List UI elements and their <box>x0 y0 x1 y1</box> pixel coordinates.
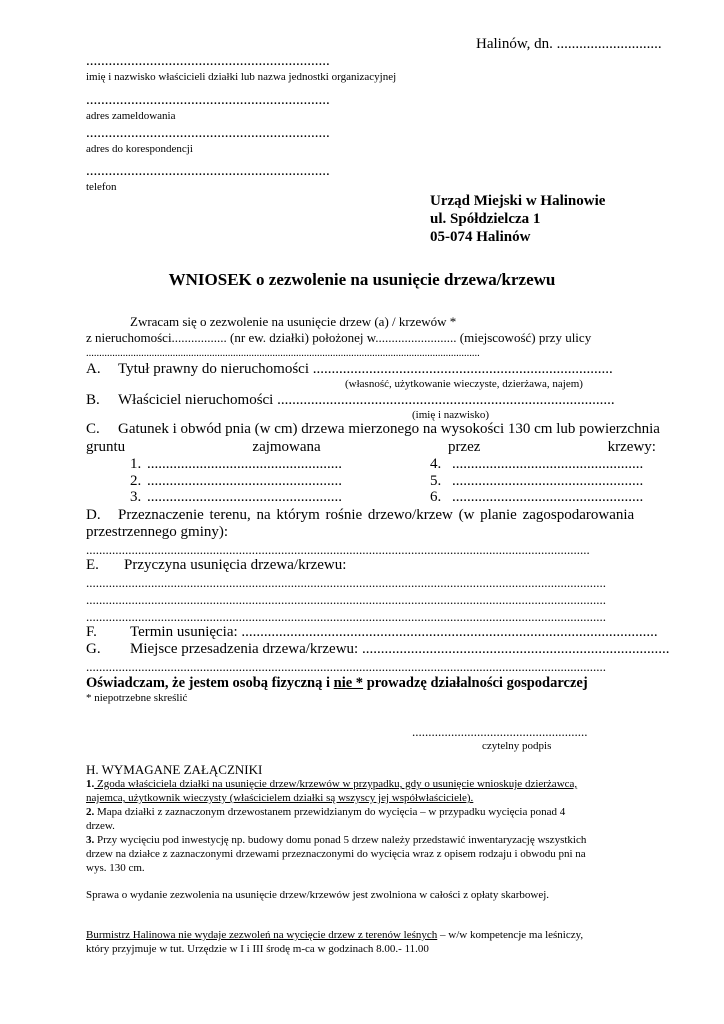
attachment-2-line1 <box>86 806 565 818</box>
declaration-part2: nie * <box>333 675 364 691</box>
section-d-field[interactable]: ........................................................................................................................................................... <box>86 542 590 557</box>
section-c-word-3: przez <box>447 439 481 455</box>
section-g-field[interactable]: Miejsce przesadzenia drzewa/krzewu: .................................................................................. <box>130 641 670 657</box>
place-date-field[interactable]: Halinów, dn. ............................ <box>476 36 662 52</box>
applicant-name-caption: imię i nazwisko właścicieli działki lub nazwa jednostki organizacyjnej <box>86 71 397 83</box>
section-e-field-1[interactable]: ................................................................................................................................................................ <box>86 575 606 590</box>
registered-address-line[interactable]: ................................................................. <box>86 92 330 108</box>
tree-row-6-field[interactable]: ................................................... <box>452 489 644 505</box>
attachment-2-text: Mapa działki z zaznaczonym drzewostanem przewidzianym do wycięcia – w przypadku wycięcia ponad 4 <box>94 806 566 818</box>
declaration-statement <box>86 675 588 692</box>
declaration-note: * niepotrzebne skreślić <box>86 692 188 704</box>
attachment-2-num: 2. <box>86 806 95 818</box>
section-d-line1: Przeznaczenie terenu, na którym rośnie drzewo/krzew (w planie zagospodarowania <box>118 507 635 523</box>
attachment-3-line3: wys. 130 cm. <box>86 862 145 874</box>
declaration-part3: prowadzę działalności gospodarczej <box>363 675 588 691</box>
attachment-1-text: Zgoda właściciela działki na usunięcie drzew/krzewów w przypadku, gdy o usunięcie wnioskuje dzierżawca, <box>94 778 578 790</box>
section-b-letter: B. <box>86 392 100 408</box>
tree-row-3-num: 3. <box>130 489 142 505</box>
document-title: WNIOSEK o zezwolenie na usunięcie drzewa/krzewu <box>168 270 556 289</box>
tree-row-2-num: 2. <box>130 473 142 489</box>
phone-line[interactable]: ................................................................. <box>86 163 330 179</box>
correspondence-address-line[interactable]: ................................................................. <box>86 125 330 141</box>
tree-row-2-field[interactable]: .................................................... <box>147 473 342 489</box>
recipient-line2: ul. Spółdzielcza 1 <box>430 211 541 227</box>
tree-row-5-num: 5. <box>430 473 442 489</box>
signature-caption: czytelny podpis <box>482 740 552 752</box>
tree-row-4-num: 4. <box>430 456 442 472</box>
tree-row-3-field[interactable]: .................................................... <box>147 489 342 505</box>
attachment-3-line2: drzew na działce z zaznaczonymi drzewami przeznaczonymi do wycięcia wraz z opisem rodzaju i obwodu pni na <box>86 848 586 860</box>
forest-note-line1 <box>86 929 583 941</box>
registered-address-caption: adres zameldowania <box>86 110 176 122</box>
section-b-caption: (imię i nazwisko) <box>412 409 489 421</box>
intro-street-line[interactable]: ...................................................................................................................................................... <box>86 348 480 359</box>
tree-row-5-field[interactable]: ................................................... <box>452 473 644 489</box>
section-b-field[interactable]: Właściciel nieruchomości .......................................................................................... <box>118 392 615 408</box>
section-e-label: Przyczyna usunięcia drzewa/krzewu: <box>124 557 347 573</box>
section-g-field-2[interactable]: ................................................................................................................................................................ <box>86 659 606 674</box>
tree-row-6-num: 6. <box>430 489 442 505</box>
forest-note-underlined: Burmistrz Halinowa nie wydaje zezwoleń na wycięcie drzew z terenów leśnych <box>86 929 438 941</box>
tree-row-1-num: 1. <box>130 456 142 472</box>
attachment-1-num: 1. <box>86 778 95 790</box>
attachment-3-line1 <box>86 834 586 846</box>
tree-row-1-field[interactable]: .................................................... <box>147 456 342 472</box>
section-c-word-1: gruntu <box>86 439 126 455</box>
intro-line2[interactable]: z nieruchomości................. (nr ew. działki) położonej w......................... (miejscowość) przy ulicy <box>86 330 592 345</box>
section-f-letter: F. <box>86 624 97 640</box>
section-d-line2: przestrzennego gminy): <box>86 524 229 540</box>
section-c-line2 <box>86 439 656 456</box>
phone-caption: telefon <box>86 181 117 193</box>
fee-note: Sprawa o wydanie zezwolenia na usunięcie drzew/krzewów jest zwolniona w całości z opłaty skarbowej. <box>86 889 550 901</box>
section-a-field[interactable]: Tytuł prawny do nieruchomości ................................................................................ <box>118 361 613 377</box>
section-e-letter: E. <box>86 557 99 573</box>
correspondence-address-caption: adres do korespondencji <box>86 143 193 155</box>
attachment-1-line2: najemca, użytkownik wieczysty (właścicielem działki są wszyscy jej współwłaściciele). <box>86 792 474 804</box>
recipient-line1: Urząd Miejski w Halinowie <box>430 193 606 209</box>
recipient-line3: 05-074 Halinów <box>430 229 531 245</box>
intro-line1: Zwracam się o zezwolenie na usunięcie drzew (a) / krzewów * <box>130 314 457 329</box>
attachment-1-line1 <box>86 778 577 790</box>
signature-field[interactable]: ...................................................... <box>412 724 588 739</box>
section-f-field[interactable]: Termin usunięcia: ............................................................................................................... <box>130 624 658 640</box>
tree-row-4-field[interactable]: ................................................... <box>452 456 644 472</box>
forest-note-rest: – w/w kompetencje ma leśniczy, <box>437 929 584 941</box>
section-c-line1: Gatunek i obwód pnia (w cm) drzewa mierzonego na wysokości 130 cm lub powierzchnia <box>118 421 660 437</box>
attachment-3-text: Przy wycięciu pod inwestycję np. budowy domu ponad 5 drzew należy przedstawić inwentaryzację wszystkich <box>94 834 587 846</box>
section-g-letter: G. <box>86 641 101 657</box>
declaration-part1: Oświadczam, że jestem osobą fizyczną i <box>86 675 334 691</box>
section-c-letter: C. <box>86 421 100 437</box>
attachment-3-num: 3. <box>86 834 95 846</box>
section-c-word-2: zajmowana <box>252 439 321 455</box>
section-a-caption: (własność, użytkowanie wieczyste, dzierżawa, najem) <box>345 378 583 390</box>
attachments-heading: H. WYMAGANE ZAŁĄCZNIKI <box>86 762 263 777</box>
forest-note-line2: który przyjmuje w tut. Urzędzie w I i III środę m-ca w godzinach 8.00.- 11.00 <box>86 943 429 955</box>
section-e-field-3[interactable]: ................................................................................................................................................................ <box>86 609 606 624</box>
section-a-letter: A. <box>86 361 101 377</box>
attachment-2-line2: drzew. <box>86 820 115 832</box>
section-e-field-2[interactable]: ................................................................................................................................................................ <box>86 592 606 607</box>
applicant-name-line[interactable]: ................................................................. <box>86 53 330 69</box>
section-d-letter: D. <box>86 507 101 523</box>
section-c-word-4: krzewy: <box>607 439 656 455</box>
